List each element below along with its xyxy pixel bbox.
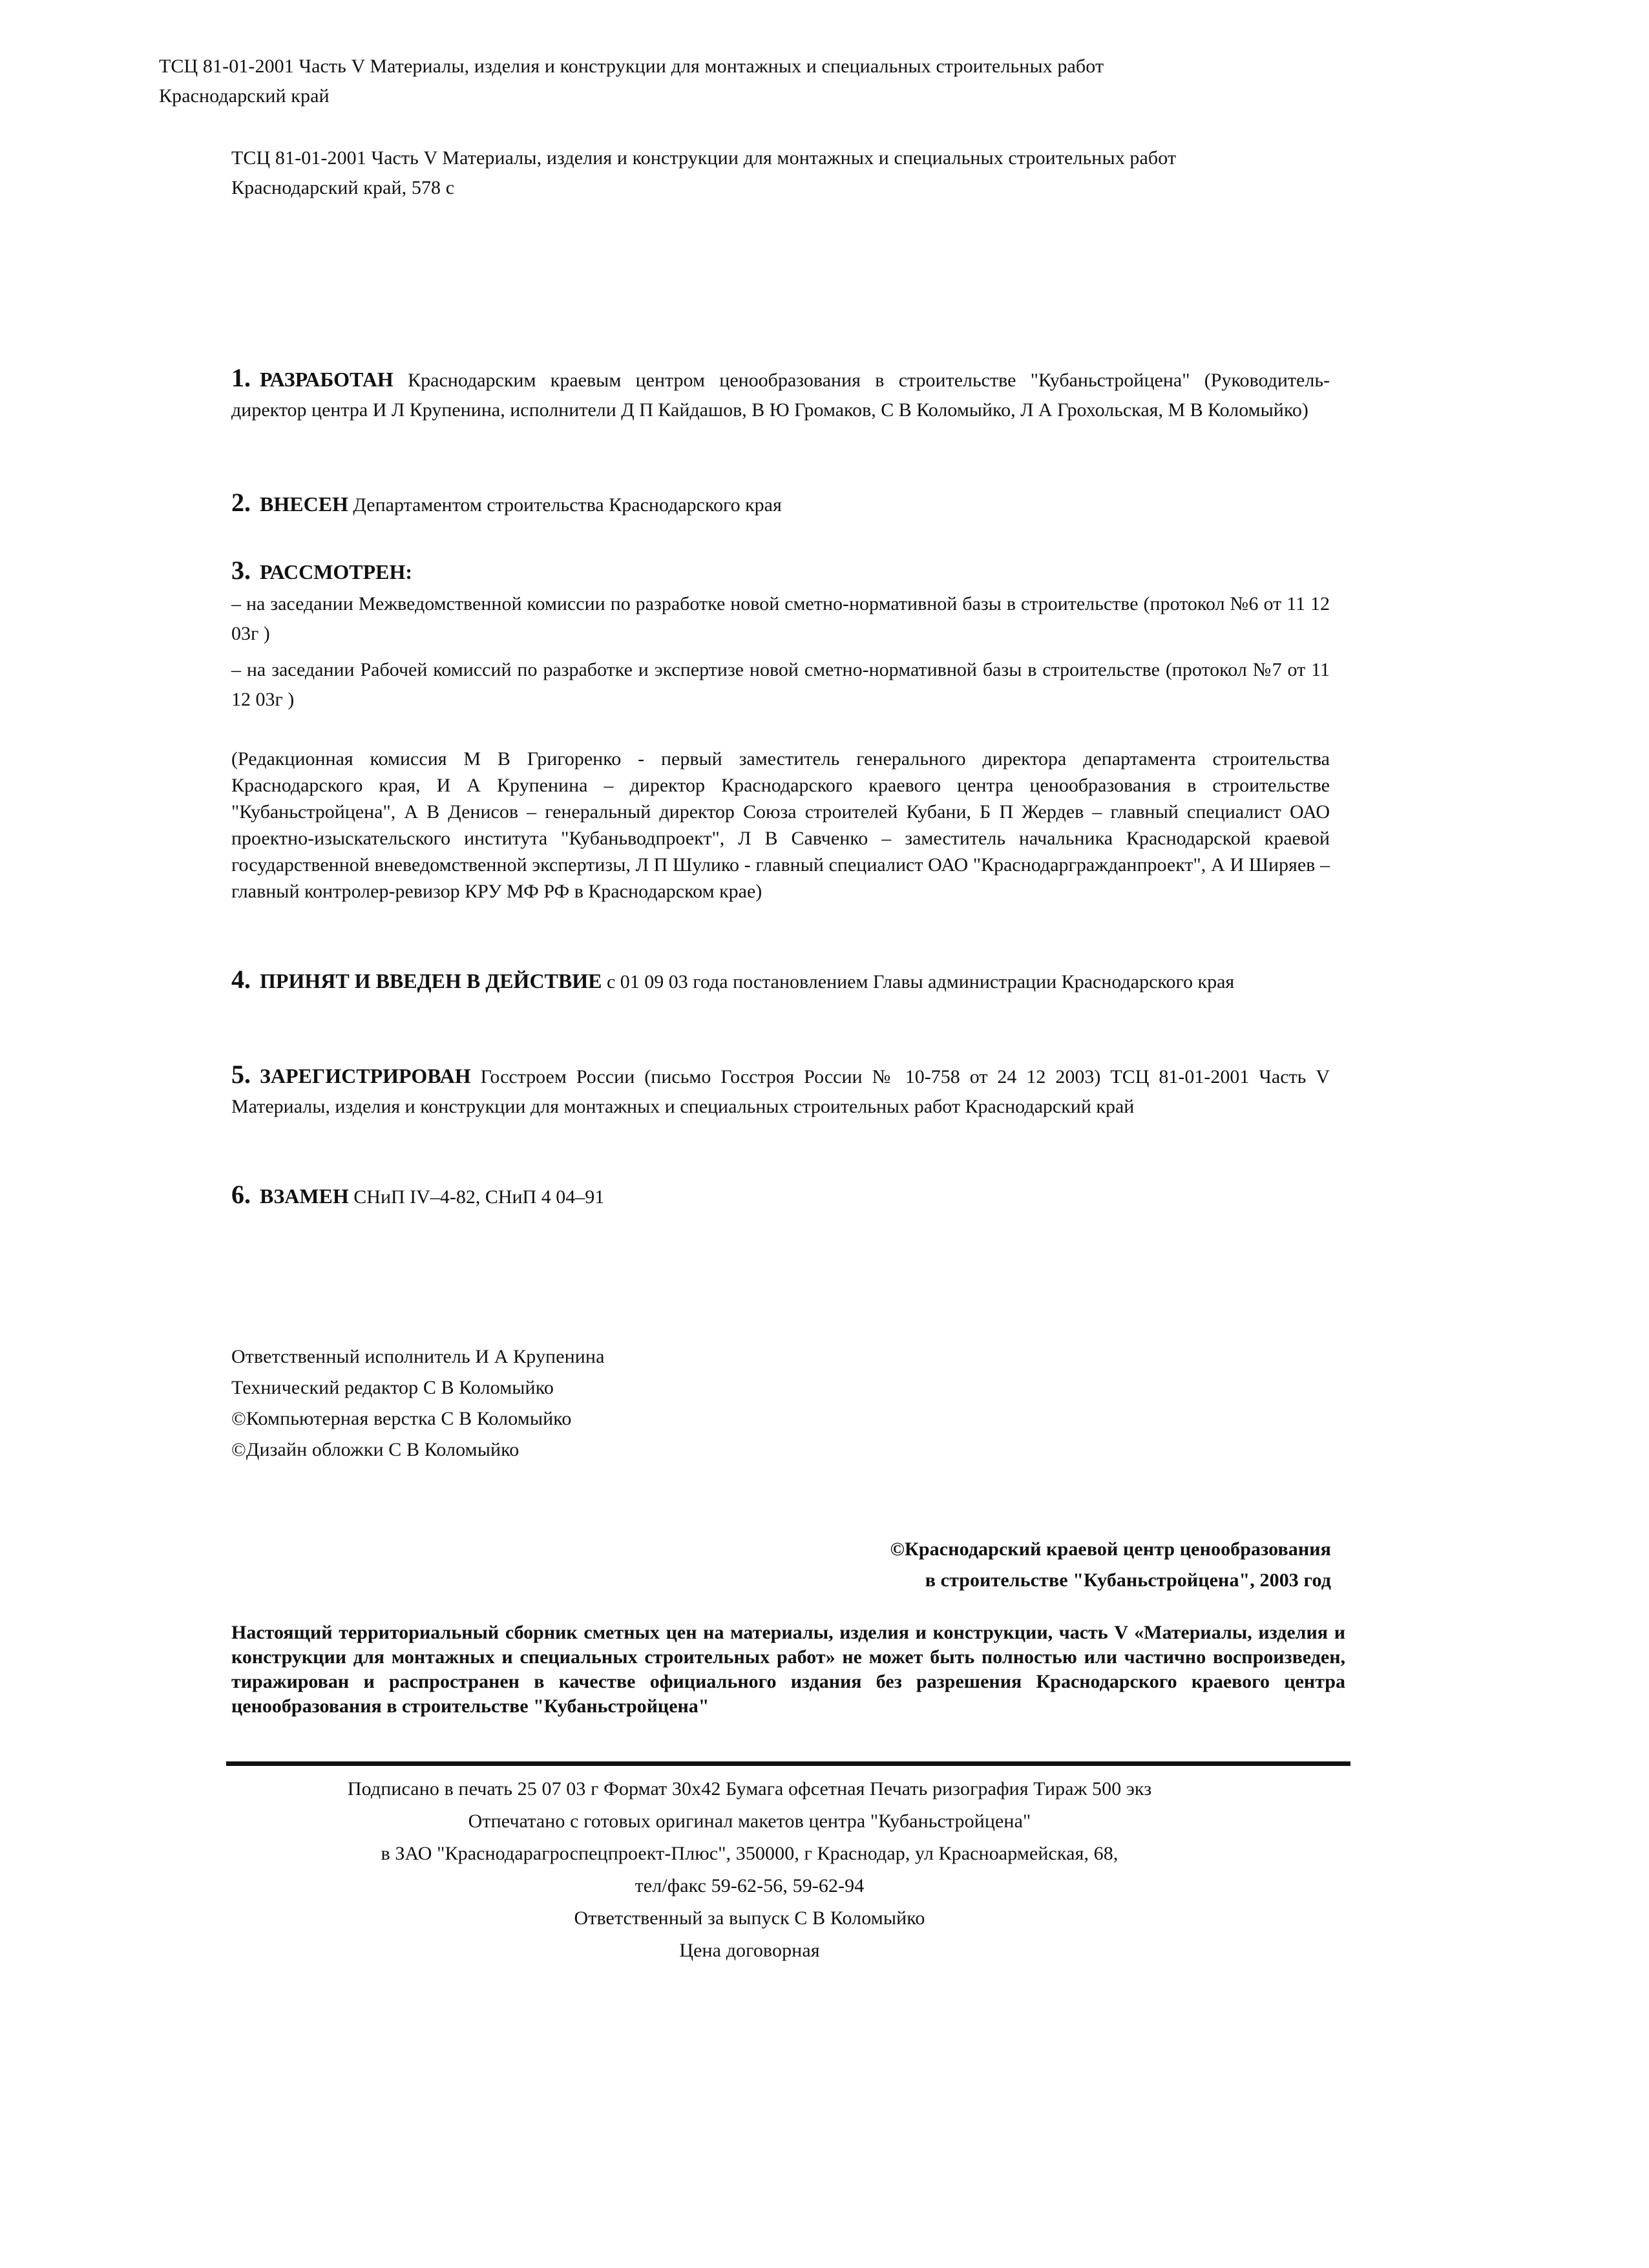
title-block-line2: Краснодарский край, 578 с: [231, 177, 455, 198]
section-6: [231, 1180, 1330, 1212]
section-3-item-1: – на заседании Межведомственной комиссии по разработке новой сметно-нормативной базы в строительстве (протокол №6 от 11 12 03г ): [231, 593, 1330, 644]
section-1: [231, 363, 1330, 425]
section-2-heading: ВНЕСЕН: [260, 492, 348, 516]
copyright-notice: Настоящий территориальный сборник сметных цен на материалы, изделия и конструкции, часть V «Материалы, изделия и конструкции для монтажных и специальных строительных работ» не может быть полностью или частично воспроизведен, тиражирован и распространен в качестве официального издания без разрешения Краснодарского краевого центра ценообразования в строительстве "Кубаньстройцена": [231, 1622, 1345, 1717]
copyright-line1: ©Краснодарский краевой центр ценообразования: [890, 1538, 1331, 1560]
section-4-text: с 01 09 03 года постановлением Главы администрации Краснодарского края: [606, 971, 1235, 992]
imprint-line1: Подписано в печать 25 07 03 г Формат 30х42 Бумага офсетная Печать ризография Тираж 500 экз: [347, 1778, 1152, 1800]
section-1-heading: РАЗРАБОТАН: [260, 368, 394, 391]
credits-line2: Технический редактор С В Коломыйко: [231, 1377, 554, 1398]
section-4: [231, 965, 1330, 997]
section-2-text: Департаментом строительства Краснодарского края: [353, 494, 782, 516]
divider: [226, 1761, 1350, 1766]
credits-line3: ©Компьютерная верстка С В Коломыйко: [231, 1408, 572, 1429]
running-header-line1: ТСЦ 81-01-2001 Часть V Материалы, изделия и конструкции для монтажных и специальных строительных работ: [159, 56, 1104, 77]
imprint-line6: Цена договорная: [679, 1940, 820, 1961]
section-5-text: Госстроем России (письмо Госстроя России № 10-758 от 24 12 2003) ТСЦ 81-01-2001 Часть V Материалы, изделия и конструкции для монтажных и специальных строительных работ Краснодарский край: [231, 1066, 1330, 1117]
copyright-line2: в строительстве "Кубаньстройцена", 2003 год: [925, 1570, 1331, 1591]
section-6-text: СНиП IV–4-82, СНиП 4 04–91: [353, 1186, 605, 1208]
imprint: [194, 1773, 1305, 1967]
section-1-text: Краснодарским краевым центром ценообразования в строительстве "Кубаньстройцена" (Руководитель- директор центра И Л Крупенина, исполнители Д П Кайдашов, В Ю Громаков, С В Коломыйко, Л А Грохольская, М В Коломыйко): [231, 370, 1330, 421]
section-5: [231, 1060, 1330, 1122]
section-3-number: 3.: [231, 556, 251, 585]
running-header: [159, 52, 1516, 111]
section-2-number: 2.: [231, 488, 251, 517]
credits-line1: Ответственный исполнитель И А Крупенина: [231, 1346, 605, 1367]
section-5-heading: ЗАРЕГИСТРИРОВАН: [260, 1064, 471, 1087]
title-block-line1: ТСЦ 81-01-2001 Часть V Материалы, изделия и конструкции для монтажных и специальных строительных работ: [231, 147, 1177, 169]
title-block: [231, 143, 1330, 203]
copyright: [646, 1534, 1331, 1596]
section-4-number: 4.: [231, 965, 251, 994]
imprint-line4: тел/факс 59-62-56, 59-62-94: [635, 1875, 865, 1896]
section-3-editorial: (Редакционная комиссия М В Григоренко - первый заместитель генерального директора департамента строительства Краснодарского края, И А Крупенина – директор Краснодарского краевого центра ценообразования в строительстве "Кубаньстройцена", А В Денисов – генеральный директор Союза строителей Кубани, Б П Жердев – главный специалист ОАО проектно-изыскательского института "Кубаньводпроект", Л В Савченко – заместитель начальника Краснодарской краевой государственной вневедомственной экспертизы, Л П Шулико - главный специалист ОАО "Краснодаргражданпроект", А И Ширяев – главный контролер-ревизор КРУ МФ РФ в Краснодарском крае): [231, 748, 1330, 902]
imprint-line5: Ответственный за выпуск С В Коломыйко: [574, 1907, 925, 1929]
section-3: [231, 556, 1330, 905]
credits-line4: ©Дизайн обложки С В Коломыйко: [231, 1439, 520, 1460]
section-6-number: 6.: [231, 1180, 251, 1209]
section-2: [231, 488, 1330, 520]
section-3-item-2: – на заседании Рабочей комиссий по разработке и экспертизе новой сметно-нормативной базы в строительстве (протокол №7 от 11 12 03г ): [231, 659, 1330, 710]
credits: [231, 1341, 1136, 1465]
imprint-line3: в ЗАО "Краснодарагроспецпроект-Плюс", 350000, г Краснодар, ул Красноармейская, 68,: [381, 1843, 1119, 1864]
section-1-number: 1.: [231, 363, 251, 392]
section-3-heading: РАССМОТРЕН:: [260, 560, 413, 583]
section-6-heading: ВЗАМЕН: [260, 1184, 349, 1208]
section-5-number: 5.: [231, 1060, 251, 1089]
section-4-heading: ПРИНЯТ И ВВЕДЕН В ДЕЙСТВИЕ: [260, 969, 602, 992]
imprint-line2: Отпечатано с готовых оригинал макетов центра "Кубаньстройцена": [468, 1811, 1031, 1832]
running-header-line2: Краснодарский край: [159, 85, 330, 107]
